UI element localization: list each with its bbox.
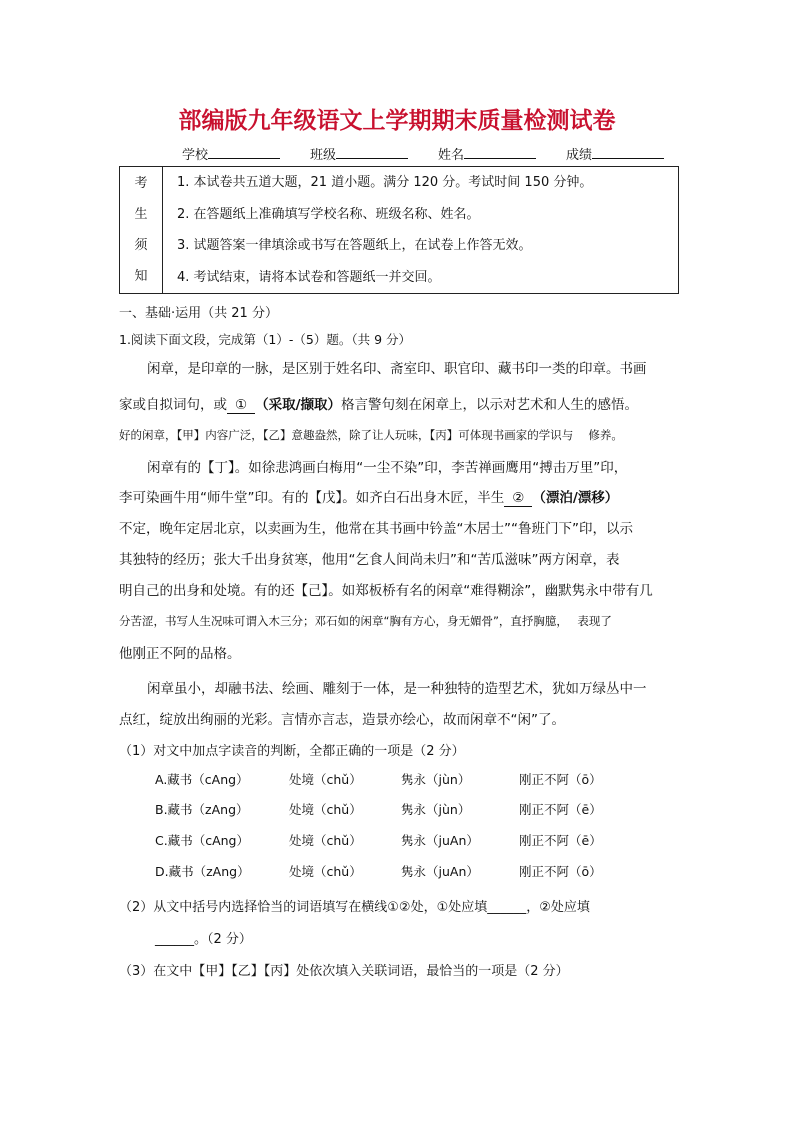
passage-line: 家或自拟词句，或 ① （采取/撷取）格言警句刻在闲章上，以示对艺术和人生的感悟。 <box>119 397 639 413</box>
passage-line: 他刚正不阿的品格。 <box>119 646 241 662</box>
sub-question-3: （3）在文中【甲】【乙】【丙】处依次填入关联词语，最恰当的一项是（2 分） <box>119 964 569 979</box>
passage-line: 其独特的经历；张大千出身贫寒，他用“乞食人间尚未归”和“苦瓜滋味”两方闲章，表 <box>119 552 620 568</box>
notice-rule: 3. 试题答案一律填涂或书写在答题纸上，在试卷上作答无效。 <box>177 238 532 253</box>
option-a[interactable]: A.藏书（cAng） 处境（chǔ） 隽永（jùn） 刚正不阿（ō） <box>155 772 602 787</box>
option-b[interactable]: B.藏书（zAng） 处境（chǔ） 隽永（jùn） 刚正不阿（ē） <box>155 802 602 817</box>
sub-question-2-cont: ______。（2 分） <box>155 932 252 947</box>
option-d[interactable]: D.藏书（zAng） 处境（chǔ） 隽永（juAn） 刚正不阿（ō） <box>155 864 602 879</box>
school-field[interactable]: 学校 <box>182 144 280 163</box>
passage-line: 分苦涩，书写人生况味可谓入木三分；邓石如的闲章“胸有方心，身无媚骨”，直抒胸臆， 表现了 <box>119 614 612 628</box>
exam-title: 部编版九年级语文上学期期末质量检测试卷 <box>178 107 616 134</box>
passage-line: 点红，绽放出绚丽的光彩。言情亦言志，造景亦绘心，故而闲章不“闲”了。 <box>119 712 565 728</box>
student-info-row <box>182 144 652 163</box>
option-c[interactable]: C.藏书（cAng） 处境（chǔ） 隽永（juAn） 刚正不阿（ē） <box>155 833 602 848</box>
notice-rule: 4. 考试结束，请将本试卷和答题纸一并交回。 <box>177 269 441 285</box>
notice-rule: 2. 在答题纸上准确填写学校名称、班级名称、姓名。 <box>177 206 480 222</box>
exam-notice-table <box>119 166 679 294</box>
blank-2[interactable]: ② <box>504 490 532 507</box>
passage-line: 闲章有的【丁】。如徐悲鸿画白梅用“一尘不染”印，李苦禅画鹰用“搏击万里”印， <box>147 460 628 476</box>
score-field[interactable]: 成绩 <box>566 144 664 163</box>
class-field[interactable]: 班级 <box>310 144 408 163</box>
notice-rules <box>163 167 679 294</box>
passage-line: 明自己的出身和处境。有的还【己】。如郑板桥有名的闲章“难得糊涂”，幽默隽永中带有几 <box>119 583 653 599</box>
sub-question-2: （2）从文中括号内选择恰当的词语填写在横线①②处，①处应填______，②处应填 <box>119 900 590 915</box>
sub-question-1: （1）对文中加点字读音的判断，全都正确的一项是（2 分） <box>119 744 465 759</box>
notice-rule: 1. 本试卷共五道大题，21 道小题。满分 120 分。考试时间 150 分钟。 <box>177 175 593 190</box>
blank-1[interactable]: ① <box>227 397 255 414</box>
notice-label: 考 生 须 知 <box>120 167 163 294</box>
passage-line: 闲章，是印章的一脉，是区别于姓名印、斋室印、职官印、藏书印一类的印章。书画 <box>147 361 647 377</box>
passage-line: 好的闲章，【甲】内容广泛，【乙】意趣盎然，除了让人玩味，【丙】可体现书画家的学识与 修养。 <box>119 428 623 442</box>
passage-line: 不定，晚年定居北京，以卖画为生，他常在其书画中钤盖“木居士”“鲁班门下”印，以示 <box>119 521 633 537</box>
section-heading: 一、基础·运用（共 21 分） <box>119 306 278 321</box>
passage-line: 闲章虽小，却融书法、绘画、雕刻于一体，是一种独特的造型艺术，犹如万绿丛中一 <box>147 681 647 697</box>
question-1-stem: 1.阅读下面文段，完成第（1）-（5）题。（共 9 分） <box>119 332 411 347</box>
passage-line: 李可染画牛用“师牛堂”印。有的【戊】。如齐白石出身木匠，半生 ② （漂泊/漂移） <box>119 490 619 506</box>
name-field[interactable]: 姓名 <box>438 144 536 163</box>
